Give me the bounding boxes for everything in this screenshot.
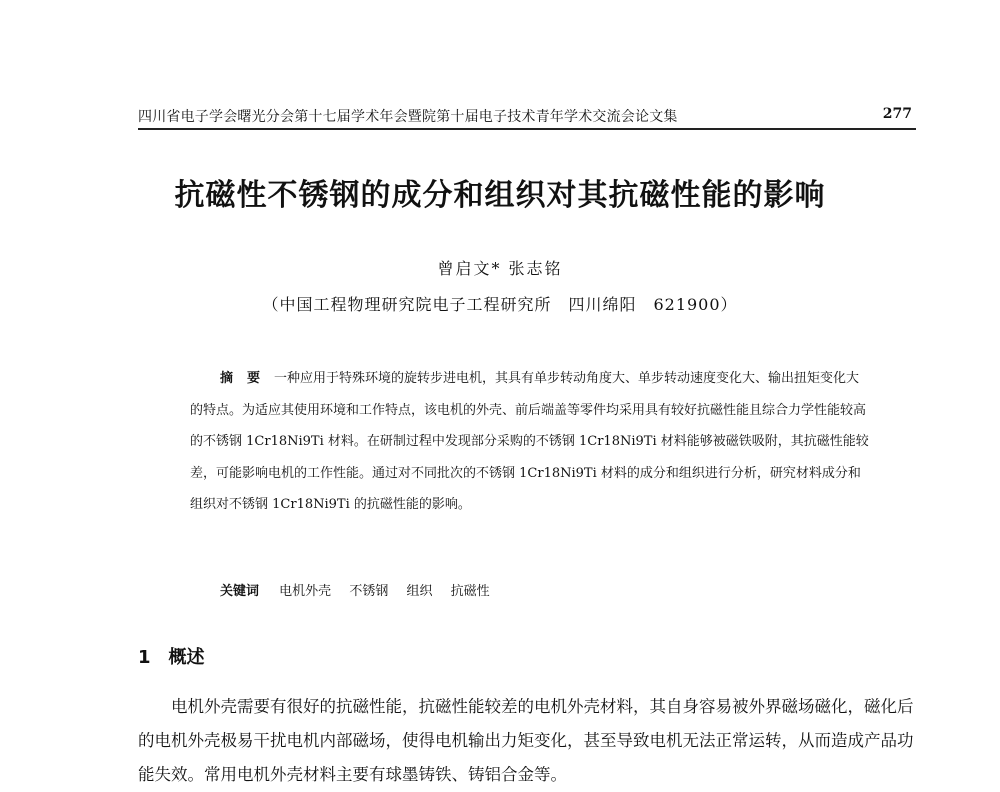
author-list: 曾启文* 张志铭 [437, 259, 563, 278]
page-number: 277 [882, 106, 912, 122]
running-header [138, 104, 916, 130]
abstract-text: 一种应用于特殊环境的旋转步进电机，其具有单步转动角度大、单步转动速度变化大、输出扭矩变化大的特点。为适应其使用环境和工作特点，该电机的外壳、前后端盖等零件均采用具有较好抗磁性能且综合力学性能较高的不锈钢 1Cr18Ni9Ti 材料。在研制过程中发现部分采购的不锈钢 1Cr18Ni9Ti 材料能够被磁铁吸附，其抗磁性能较差，可能影响电机的工作性能。通过对不同批次的不锈钢 1Cr18Ni9Ti 材料的成分和组织进行分析，研究材料成分和组织对不锈钢 1Cr18Ni9Ti 的抗磁性能的影响。 [190, 371, 869, 512]
section-title: 概述 [168, 647, 205, 668]
keyword-item: 抗磁性 [450, 584, 490, 599]
keywords [220, 580, 504, 599]
keyword-item: 电机外壳 [279, 584, 332, 599]
section-number: 1 [138, 647, 151, 668]
paragraph: 电机外壳需要有很好的抗磁性能，抗磁性能较差的电机外壳材料，其自身容易被外界磁场磁化，磁化后的电机外壳极易干扰电机内部磁场，使得电机输出力矩变化，甚至导致电机无法正常运转，从而造成产品功能失效。常用电机外壳材料主要有球墨铸铁、铸铝合金等。 [138, 697, 914, 784]
abstract-label: 摘要 [220, 371, 275, 386]
keyword-item: 不锈钢 [349, 584, 389, 599]
paper-title: 抗磁性不锈钢的成分和组织对其抗磁性能的影响 [174, 178, 826, 213]
author-affiliation: （中国工程物理研究院电子工程研究所 四川绵阳 621900） [262, 295, 738, 314]
keyword-item: 组织 [406, 584, 433, 599]
journal-name: 四川省电子学会曙光分会第十七届学术年会暨院第十届电子技术青年学术交流会论文集 [138, 109, 678, 125]
section-heading [138, 643, 205, 669]
body-text [138, 690, 918, 792]
abstract [190, 363, 870, 521]
keywords-label: 关键词 [220, 584, 260, 599]
